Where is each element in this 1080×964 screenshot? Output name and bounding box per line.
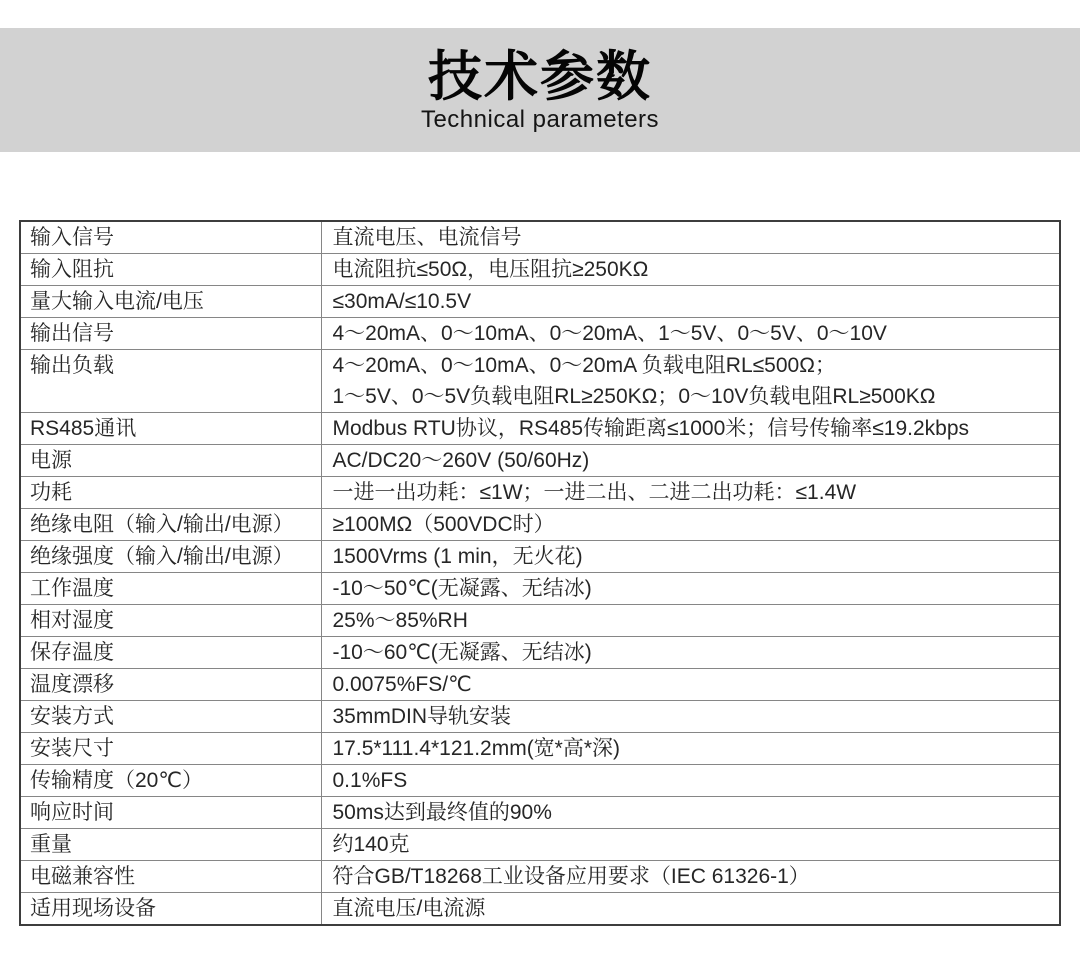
param-value-line: 35mmDIN导轨安装 bbox=[332, 705, 512, 728]
table-row bbox=[20, 350, 1060, 413]
param-label: 相对湿度 bbox=[20, 605, 321, 637]
param-value bbox=[321, 573, 1060, 605]
param-value bbox=[321, 637, 1060, 669]
param-label: 功耗 bbox=[20, 477, 321, 509]
param-value bbox=[321, 829, 1060, 861]
param-value-line: -10～50℃(无凝露、无结冰) bbox=[332, 577, 592, 600]
param-label: 重量 bbox=[20, 829, 321, 861]
param-value bbox=[321, 477, 1060, 509]
param-label: 传输精度（20℃） bbox=[20, 765, 321, 797]
param-label: 量大输入电流/电压 bbox=[20, 286, 321, 318]
param-value bbox=[321, 221, 1060, 254]
page-subtitle: Technical parameters bbox=[420, 106, 660, 133]
param-value-line: 1～5V、0～5V负载电阻RL≥250KΩ；0～10V负载电阻RL≥500KΩ bbox=[332, 385, 936, 408]
param-value-line: 直流电压/电流源 bbox=[332, 897, 486, 920]
param-label: 绝缘强度（输入/输出/电源） bbox=[20, 541, 321, 573]
param-value-line: 符合GB/T18268工业设备应用要求（IEC 61326-1） bbox=[332, 865, 810, 888]
param-value bbox=[321, 254, 1060, 286]
page-title: 技术参数 bbox=[428, 47, 652, 107]
param-label: 适用现场设备 bbox=[20, 893, 321, 926]
param-value-line: 一进一出功耗：≤1W；一进二出、二进二出功耗：≤1.4W bbox=[332, 481, 857, 504]
param-value-line: 1500Vrms (1 min，无火花) bbox=[332, 545, 583, 568]
param-value-line: 0.1%FS bbox=[332, 769, 408, 792]
param-value bbox=[321, 413, 1060, 445]
table-row bbox=[20, 893, 1060, 926]
param-value-line: 电流阻抗≤50Ω，电压阻抗≥250KΩ bbox=[332, 258, 649, 281]
table-row bbox=[20, 797, 1060, 829]
table-row bbox=[20, 541, 1060, 573]
param-value-line: ≤30mA/≤10.5V bbox=[332, 290, 472, 313]
param-value bbox=[321, 893, 1060, 926]
param-value bbox=[321, 286, 1060, 318]
param-label: RS485通讯 bbox=[20, 413, 321, 445]
param-value-line: 0.0075%FS/℃ bbox=[332, 673, 472, 696]
param-value bbox=[321, 541, 1060, 573]
spec-table bbox=[19, 220, 1061, 926]
param-label: 电源 bbox=[20, 445, 321, 477]
table-row bbox=[20, 509, 1060, 541]
param-value-line: 约140克 bbox=[332, 833, 410, 856]
table-row bbox=[20, 477, 1060, 509]
param-label: 输出负载 bbox=[20, 350, 321, 413]
param-label: 响应时间 bbox=[20, 797, 321, 829]
table-row bbox=[20, 413, 1060, 445]
param-label: 电磁兼容性 bbox=[20, 861, 321, 893]
param-value-line: 4～20mA、0～10mA、0～20mA、1～5V、0～5V、0～10V bbox=[332, 322, 887, 345]
table-row bbox=[20, 861, 1060, 893]
param-value bbox=[321, 605, 1060, 637]
param-value bbox=[321, 701, 1060, 733]
param-value-line: ≥100MΩ（500VDC时） bbox=[332, 513, 555, 536]
param-label: 安装尺寸 bbox=[20, 733, 321, 765]
param-value bbox=[321, 765, 1060, 797]
table-row bbox=[20, 637, 1060, 669]
table-row bbox=[20, 669, 1060, 701]
param-value-line: 17.5*111.4*121.2mm(宽*高*深) bbox=[332, 737, 621, 760]
table-row bbox=[20, 445, 1060, 477]
spec-table-body bbox=[20, 221, 1060, 925]
table-row bbox=[20, 221, 1060, 254]
param-value bbox=[321, 350, 1060, 413]
param-value bbox=[321, 797, 1060, 829]
param-label: 温度漂移 bbox=[20, 669, 321, 701]
param-value-line: -10～60℃(无凝露、无结冰) bbox=[332, 641, 592, 664]
param-label: 输出信号 bbox=[20, 318, 321, 350]
param-value bbox=[321, 861, 1060, 893]
param-value bbox=[321, 445, 1060, 477]
param-label: 保存温度 bbox=[20, 637, 321, 669]
table-row bbox=[20, 286, 1060, 318]
table-row bbox=[20, 254, 1060, 286]
param-label: 输入信号 bbox=[20, 221, 321, 254]
param-value bbox=[321, 318, 1060, 350]
param-label: 绝缘电阻（输入/输出/电源） bbox=[20, 509, 321, 541]
table-row bbox=[20, 701, 1060, 733]
param-value-line: Modbus RTU协议，RS485传输距离≤1000米；信号传输率≤19.2kbps bbox=[332, 417, 970, 440]
table-row bbox=[20, 318, 1060, 350]
param-value-line: 直流电压、电流信号 bbox=[332, 226, 522, 249]
table-row bbox=[20, 605, 1060, 637]
param-label: 安装方式 bbox=[20, 701, 321, 733]
param-value bbox=[321, 509, 1060, 541]
table-row bbox=[20, 765, 1060, 797]
param-value-line: 25%～85%RH bbox=[332, 609, 468, 632]
param-value bbox=[321, 733, 1060, 765]
table-row bbox=[20, 733, 1060, 765]
title-band bbox=[0, 28, 1080, 152]
param-label: 输入阻抗 bbox=[20, 254, 321, 286]
param-value-line: 50ms达到最终值的90% bbox=[332, 801, 552, 824]
param-value-line: AC/DC20～260V (50/60Hz) bbox=[332, 449, 590, 472]
table-row bbox=[20, 573, 1060, 605]
param-label: 工作温度 bbox=[20, 573, 321, 605]
param-value bbox=[321, 669, 1060, 701]
param-value-line: 4～20mA、0～10mA、0～20mA 负载电阻RL≤500Ω； bbox=[332, 354, 836, 377]
table-row bbox=[20, 829, 1060, 861]
